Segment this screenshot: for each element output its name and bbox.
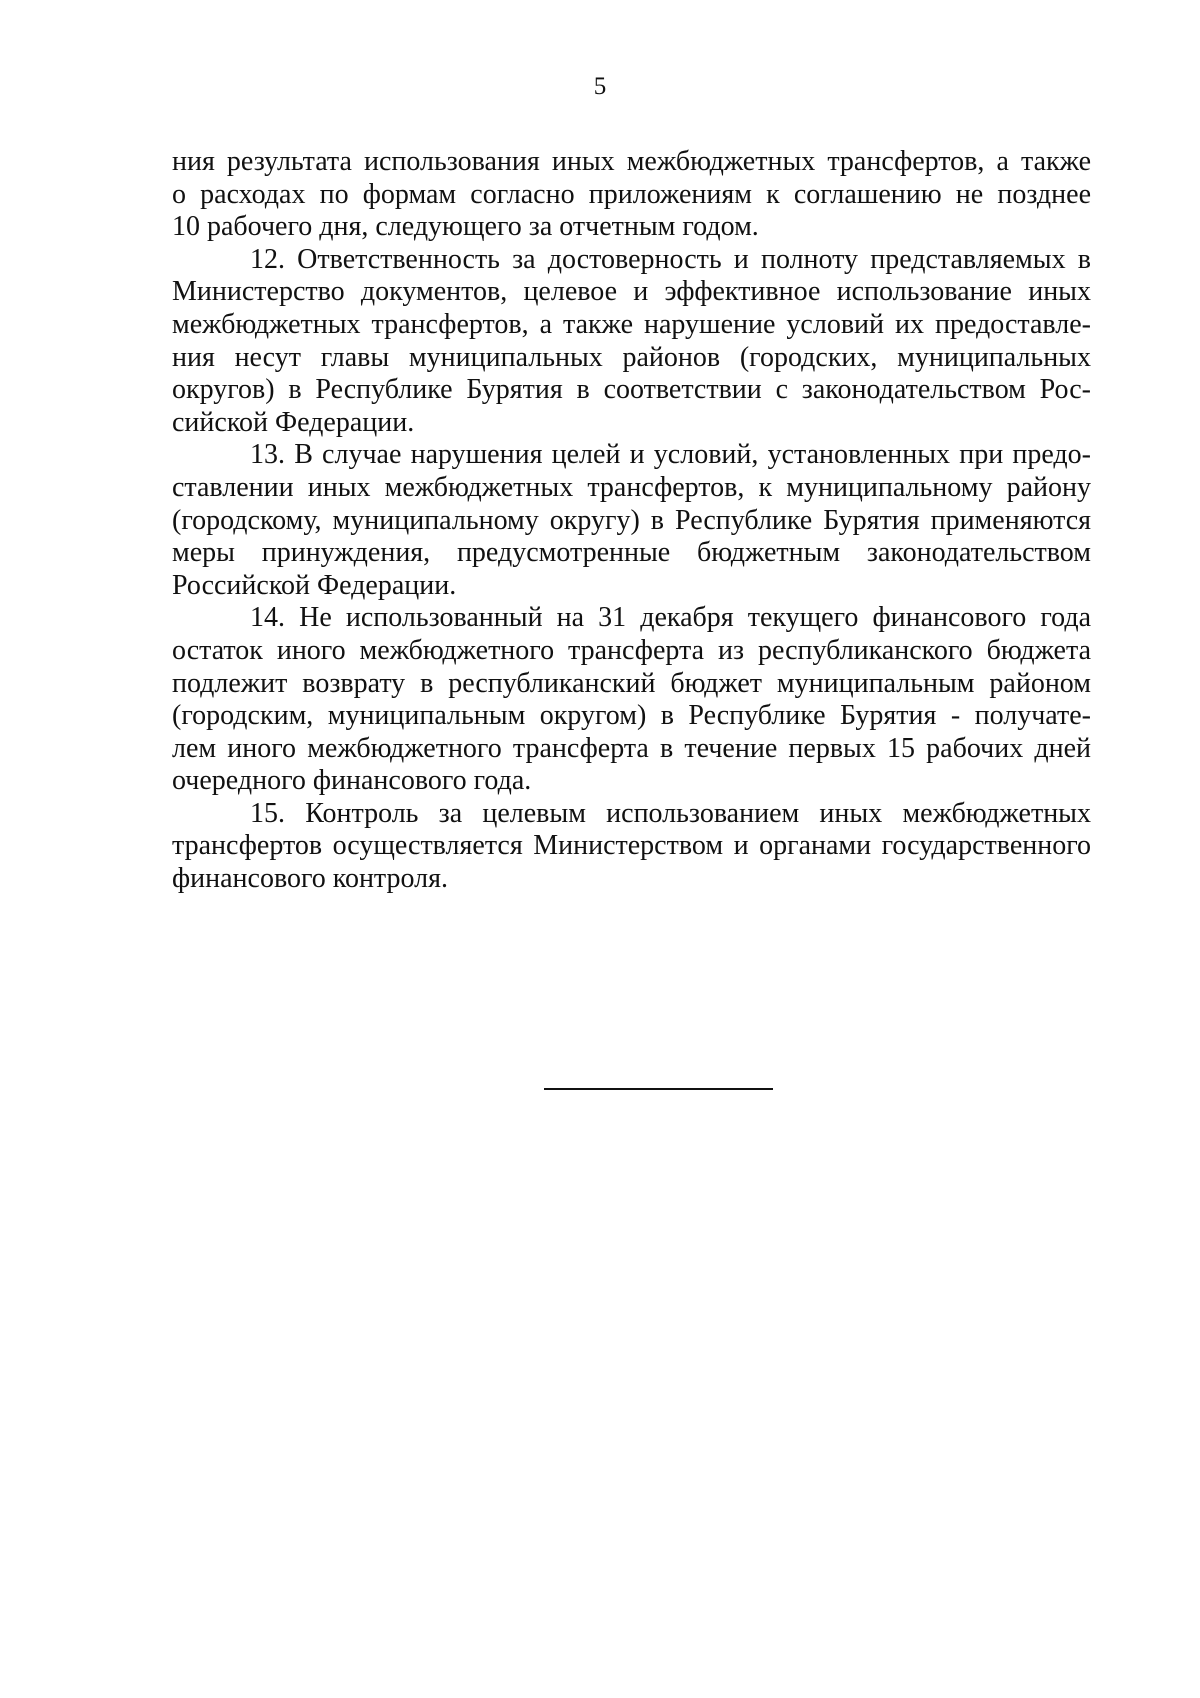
page-number: 5 (593, 73, 607, 100)
text-line: (городским, муниципальным округом) в Республике Бурятия - получате- (172, 700, 1091, 732)
text-line: трансфертов осуществляется Министерством и органами государственного (172, 830, 1091, 862)
paragraph-14-first-line: 14. Не использованный на 31 декабря текущего финансового года (250, 602, 1091, 634)
text-line: о расходах по формам согласно приложениям к соглашению не позднее (172, 178, 1091, 210)
text-line: подлежит возврату в республиканский бюджет муниципальным районом (172, 667, 1091, 699)
paragraph-12-first-line: 12. Ответственность за достоверность и полноту представляемых в (250, 243, 1091, 275)
text-line: ния несут главы муниципальных районов (городских, муниципальных (172, 341, 1091, 373)
text-line: лем иного межбюджетного трансферта в течение первых 15 рабочих дней (172, 732, 1091, 764)
text-line: остаток иного межбюджетного трансферта из республиканского бюджета (172, 634, 1091, 666)
text-line: Российской Федерации. (172, 569, 457, 601)
text-line: (городскому, муниципальному округу) в Республике Бурятия применяются (172, 504, 1091, 536)
text-line: межбюджетных трансфертов, а также нарушение условий их предоставле- (172, 308, 1091, 340)
text-line: 10 рабочего дня, следующего за отчетным годом. (172, 211, 759, 243)
text-line: финансового контроля. (172, 863, 448, 895)
end-of-document-rule (544, 1088, 773, 1090)
text-line: сийской Федерации. (172, 406, 415, 438)
text-line: ния результата использования иных межбюджетных трансфертов, а также (172, 146, 1091, 177)
text-line: меры принуждения, предусмотренные бюджетным законодательством (172, 537, 1091, 569)
paragraph-13-first-line: 13. В случае нарушения целей и условий, установленных при предо- (250, 439, 1091, 471)
text-line: Министерство документов, целевое и эффективное использование иных (172, 276, 1091, 308)
text-line: ставлении иных межбюджетных трансфертов, к муниципальному району (172, 471, 1091, 503)
document-body (172, 146, 1091, 896)
paragraph-15-first-line: 15. Контроль за целевым использованием иных межбюджетных (250, 797, 1091, 829)
text-line: округов) в Республике Бурятия в соответствии с законодательством Рос- (172, 374, 1091, 406)
text-line: очередного финансового года. (172, 765, 532, 797)
